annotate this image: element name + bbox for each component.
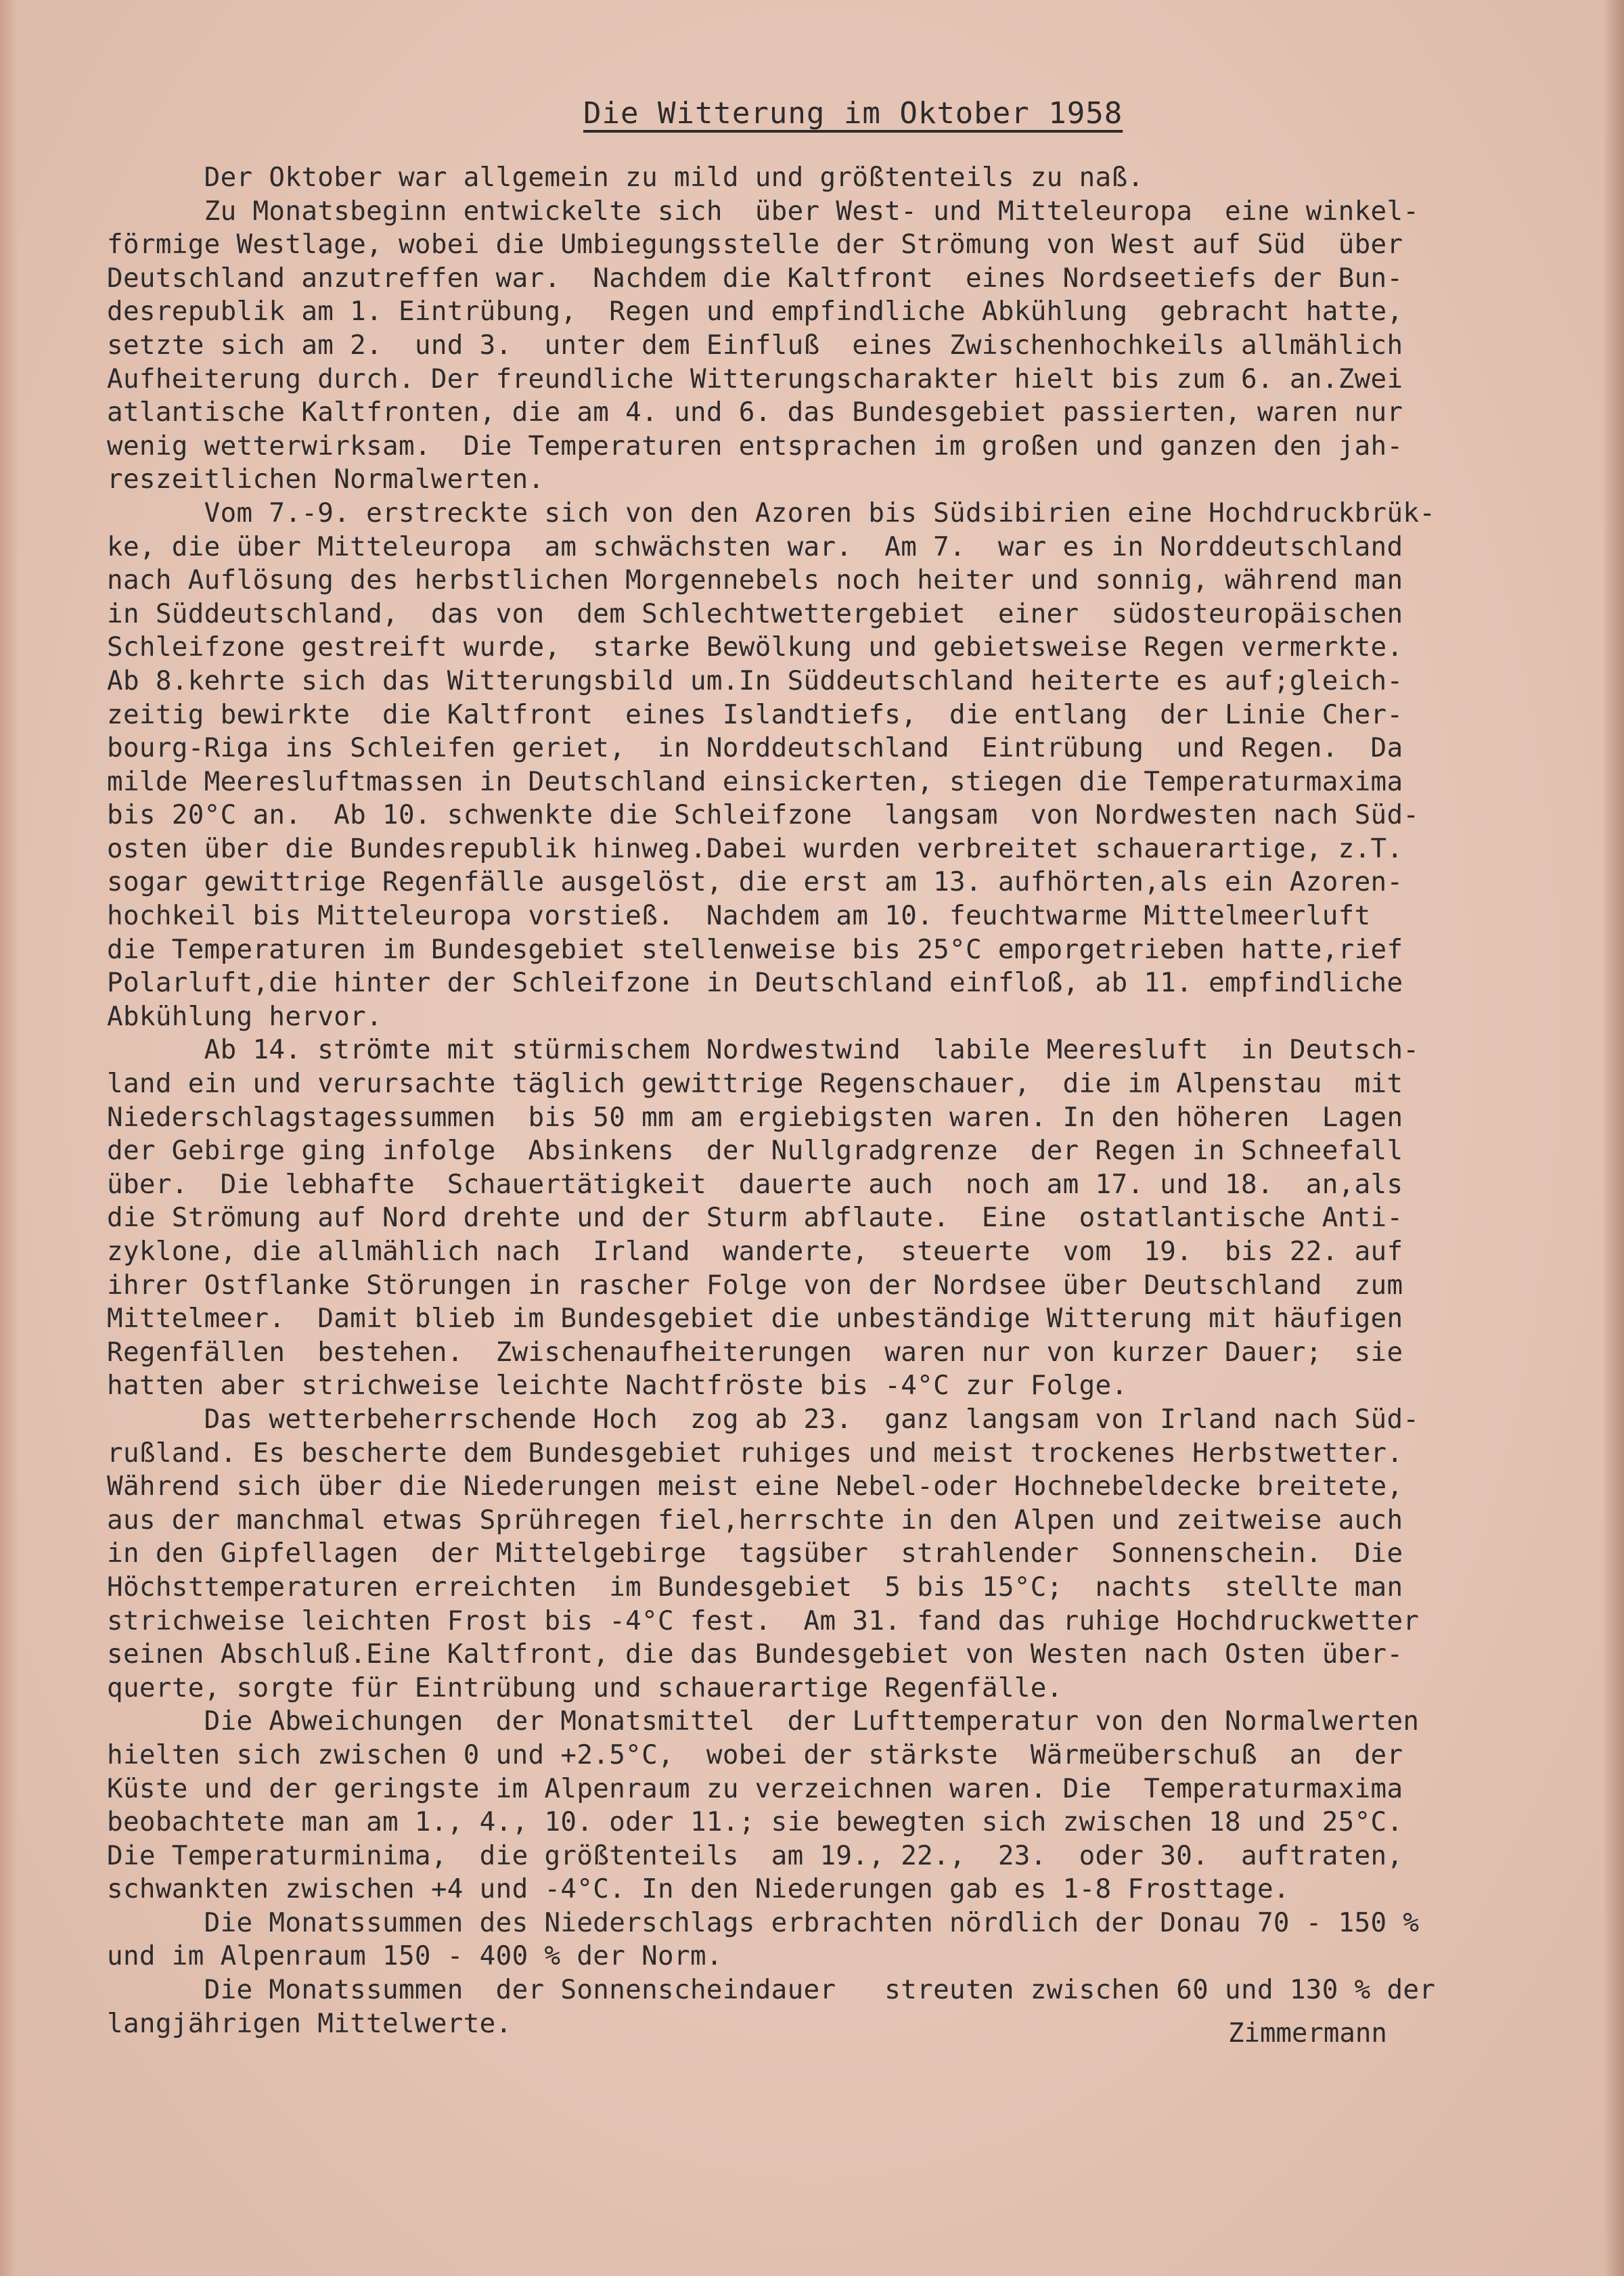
text-line: in den Gipfellagen der Mittelgebirge tagsüber strahlender Sonnenschein. Die xyxy=(107,1538,1403,1569)
text-line: Der Oktober war allgemein zu mild und größtenteils zu naß. xyxy=(107,162,1144,193)
text-line: Regenfällen bestehen. Zwischenaufheiterungen waren nur von kurzer Dauer; sie xyxy=(107,1337,1403,1368)
page-edge-right xyxy=(1604,0,1624,2276)
text-line: wenig wetterwirksam. Die Temperaturen entsprachen im großen und ganzen den jah- xyxy=(107,430,1403,462)
text-line: land ein und verursachte täglich gewittrige Regenschauer, die im Alpenstau mit xyxy=(107,1069,1403,1100)
text-line: Vom 7.-9. erstreckte sich von den Azoren bis Südsibirien eine Hochdruckbrük- xyxy=(107,497,1436,529)
text-line: Zu Monatsbeginn entwickelte sich über West- und Mitteleuropa eine winkel- xyxy=(107,196,1420,227)
text-line: in Süddeutschland, das von dem Schlechtwettergebiet einer südosteuropäischen xyxy=(107,598,1403,629)
text-line: hielten sich zwischen 0 und +2.5°C, wobei der stärkste Wärmeüberschuß an der xyxy=(107,1739,1403,1770)
text-line: sogar gewittrige Regenfälle ausgelöst, die erst am 13. aufhörten,als ein Azoren- xyxy=(107,867,1403,898)
text-line: förmige Westlage, wobei die Umbiegungsstelle der Strömung von West auf Süd über xyxy=(107,229,1403,261)
text-line: seinen Abschluß.Eine Kaltfront, die das Bundesgebiet von Westen nach Osten über- xyxy=(107,1639,1403,1670)
text-line: beobachtete man am 1., 4., 10. oder 11.; sie bewegten sich zwischen 18 und 25°C. xyxy=(107,1807,1403,1838)
text-line: Die Monatssummen der Sonnenscheindauer streuten zwischen 60 und 130 % der xyxy=(107,1975,1436,2006)
text-line: milde Meeresluftmassen in Deutschland einsickerten, stiegen die Temperaturmaxima xyxy=(107,766,1403,797)
text-line: setzte sich am 2. und 3. unter dem Einfluß eines Zwischenhochkeils allmählich xyxy=(107,330,1403,361)
text-line: über. Die lebhafte Schauertätigkeit dauerte auch noch am 17. und 18. an,als xyxy=(107,1169,1403,1200)
text-line: Die Abweichungen der Monatsmittel der Lufttemperatur von den Normalwerten xyxy=(107,1706,1420,1737)
text-line: langjährigen Mittelwerte. xyxy=(107,2008,512,2039)
text-line: Polarluft,die hinter der Schleifzone in Deutschland einfloß, ab 11. empfindliche xyxy=(107,968,1403,999)
text-line: ke, die über Mitteleuropa am schwächsten war. Am 7. war es in Norddeutschland xyxy=(107,531,1403,562)
text-line: bis 20°C an. Ab 10. schwenkte die Schleifzone langsam von Nordwesten nach Süd- xyxy=(107,800,1420,831)
text-line: Ab 8.kehrte sich das Witterungsbild um.In Süddeutschland heiterte es auf;gleich- xyxy=(107,665,1403,696)
text-line: atlantische Kaltfronten, die am 4. und 6. das Bundesgebiet passierten, waren nur xyxy=(107,397,1403,428)
text-line: reszeitlichen Normalwerten. xyxy=(107,464,545,495)
text-line: Das wetterbeherrschende Hoch zog ab 23. ganz langsam von Irland nach Süd- xyxy=(107,1404,1420,1435)
text-line: zeitig bewirkte die Kaltfront eines Islandtiefs, die entlang der Linie Cher- xyxy=(107,699,1403,730)
text-line: Ab 14. strömte mit stürmischem Nordwestwind labile Meeresluft in Deutsch- xyxy=(107,1035,1420,1066)
text-line: Aufheiterung durch. Der freundliche Witterungscharakter hielt bis zum 6. an.Zwei xyxy=(107,363,1403,395)
text-line: zyklone, die allmählich nach Irland wanderte, steuerte vom 19. bis 22. auf xyxy=(107,1236,1403,1267)
text-line: osten über die Bundesrepublik hinweg.Dabei wurden verbreitet schauerartige, z.T. xyxy=(107,833,1403,864)
text-line: Deutschland anzutreffen war. Nachdem die Kaltfront eines Nordseetiefs der Bun- xyxy=(107,263,1403,294)
text-line: hochkeil bis Mitteleuropa vorstieß. Nachdem am 10. feuchtwarme Mittelmeerluft xyxy=(107,901,1371,932)
text-line: Schleifzone gestreift wurde, starke Bewölkung und gebietsweise Regen vermerkte. xyxy=(107,632,1403,663)
text-line: strichweise leichten Frost bis -4°C fest. Am 31. fand das ruhige Hochdruckwetter xyxy=(107,1605,1420,1636)
text-line: die Temperaturen im Bundesgebiet stellenweise bis 25°C emporgetrieben hatte,rief xyxy=(107,934,1403,965)
text-line: aus der manchmal etwas Sprühregen fiel,herrschte in den Alpen und zeitweise auch xyxy=(107,1504,1403,1536)
text-line: Abkühlung hervor. xyxy=(107,1001,383,1032)
text-line: desrepublik am 1. Eintrübung, Regen und empfindliche Abkühlung gebracht hatte, xyxy=(107,296,1403,328)
document-body xyxy=(107,161,1569,2040)
text-line: bourg-Riga ins Schleifen geriet, in Norddeutschland Eintrübung und Regen. Da xyxy=(107,733,1403,764)
text-line: Während sich über die Niederungen meist eine Nebel-oder Hochnebeldecke breitete, xyxy=(107,1471,1403,1502)
text-line: schwankten zwischen +4 und -4°C. In den Niederungen gab es 1-8 Frosttage. xyxy=(107,1874,1290,1905)
text-line: ihrer Ostflanke Störungen in rascher Folge von der Nordsee über Deutschland zum xyxy=(107,1270,1403,1301)
text-line: rußland. Es bescherte dem Bundesgebiet ruhiges und meist trockenes Herbstwetter. xyxy=(107,1437,1403,1469)
text-line: Die Temperaturminima, die größtenteils am 19., 22., 23. oder 30. auftraten, xyxy=(107,1840,1403,1871)
text-line: und im Alpenraum 150 - 400 % der Norm. xyxy=(107,1941,723,1972)
text-line: Niederschlagstagessummen bis 50 mm am ergiebigsten waren. In den höheren Lagen xyxy=(107,1102,1403,1133)
author-signature: Zimmermann xyxy=(1228,2018,1387,2049)
document-title: Die Witterung im Oktober 1958 xyxy=(583,96,1123,131)
text-line: querte, sorgte für Eintrübung und schauerartige Regenfälle. xyxy=(107,1672,1063,1703)
text-line: hatten aber strichweise leichte Nachtfröste bis -4°C zur Folge. xyxy=(107,1370,1128,1402)
text-line: die Strömung auf Nord drehte und der Sturm abflaute. Eine ostatlantische Anti- xyxy=(107,1203,1403,1234)
text-line: Höchsttemperaturen erreichten im Bundesgebiet 5 bis 15°C; nachts stellte man xyxy=(107,1571,1403,1603)
text-line: der Gebirge ging infolge Absinkens der Nullgradgrenze der Regen in Schneefall xyxy=(107,1136,1403,1167)
text-line: Küste und der geringste im Alpenraum zu verzeichnen waren. Die Temperaturmaxima xyxy=(107,1773,1403,1804)
text-line: Mittelmeer. Damit blieb im Bundesgebiet die unbeständige Witterung mit häufigen xyxy=(107,1303,1403,1335)
text-line: Die Monatssummen des Niederschlags erbrachten nördlich der Donau 70 - 150 % xyxy=(107,1907,1420,1938)
text-line: nach Auflösung des herbstlichen Morgennebels noch heiter und sonnig, während man xyxy=(107,565,1403,596)
page-edge-left xyxy=(0,0,18,2276)
